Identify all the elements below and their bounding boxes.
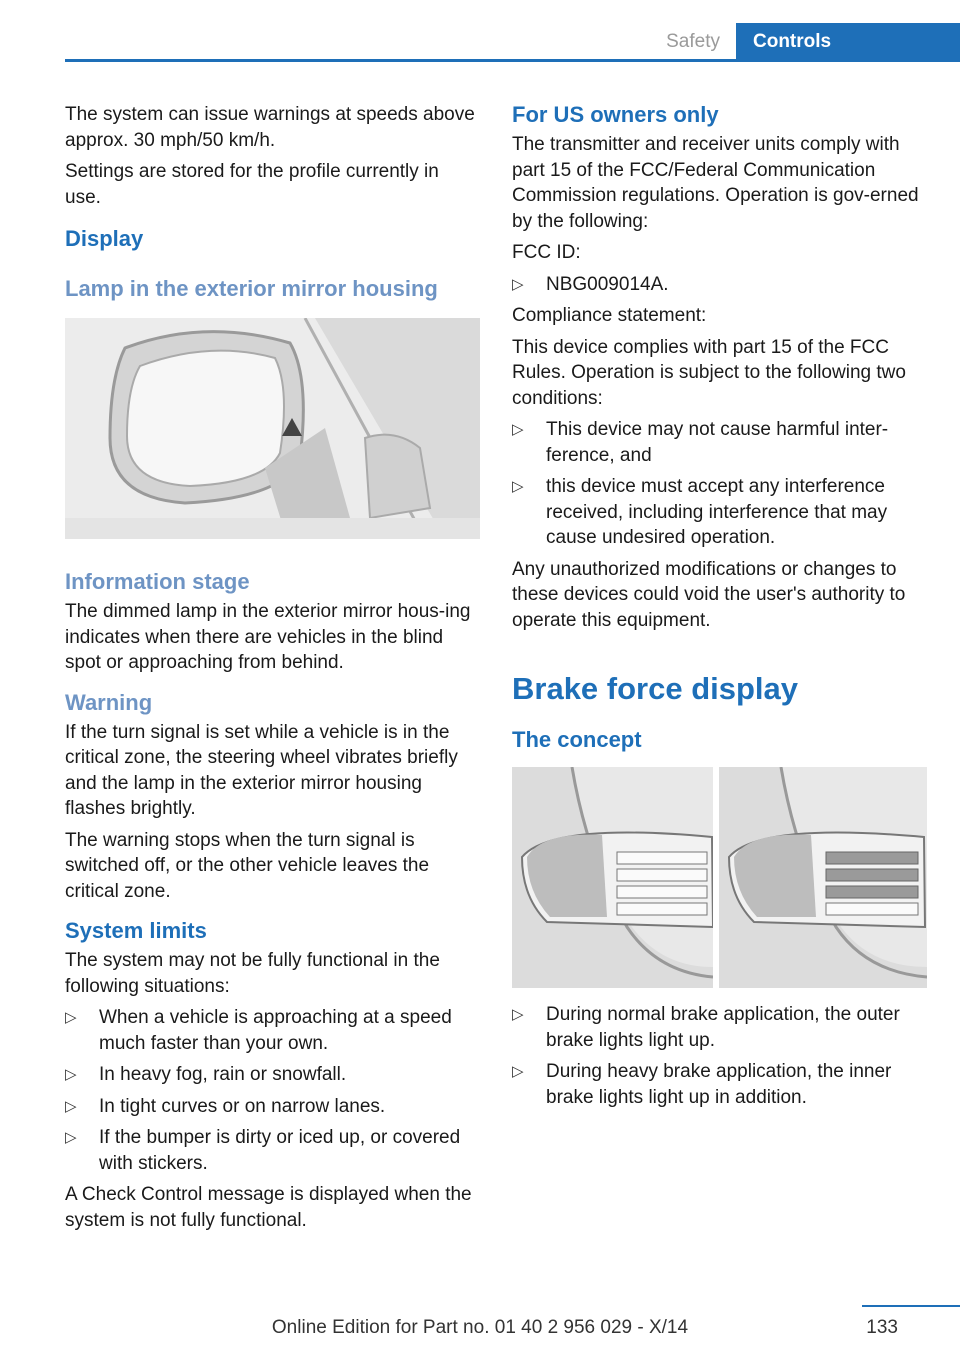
fcc-id-list — [512, 272, 927, 298]
brake-lights-heavy-image — [719, 767, 927, 988]
bullet-icon: ▷ — [65, 1129, 77, 1146]
bullet-icon: ▷ — [512, 1063, 524, 1080]
information-paragraph: The dimmed lamp in the exterior mirror hous‐ing indicates when there are vehicles in the blind spot or approaching from behind. — [65, 601, 471, 673]
warning-paragraph-1: If the turn signal is set while a vehicle is in the critical zone, the steering wheel vibrates briefly and the lamp in the exterior mirror housing flashes brightly. — [65, 721, 458, 819]
heading-the-concept: The concept — [512, 727, 642, 752]
brake-lights-normal-image — [512, 767, 713, 988]
fcc-id-label: FCC ID: — [512, 242, 581, 263]
compliance-paragraph: This device complies with part 15 of the FCC Rules. Operation is subject to the following two conditions: — [512, 336, 906, 409]
fcc-paragraph: The transmitter and receiver units comply with part 15 of the FCC/Federal Communication Commission regulations. Operation is gov‐erned by the following: — [512, 134, 919, 232]
modifications-paragraph: Any unauthorized modifications or changes to these devices could void the user's authority to operate this equipment. — [512, 558, 906, 631]
header-rule — [65, 59, 960, 62]
heading-brake-force-display: Brake force display — [512, 671, 799, 706]
speed-paragraph: The system can issue warnings at speeds above approx. 30 mph/50 km/h. — [65, 104, 475, 151]
tab-safety[interactable]: Safety — [666, 31, 720, 52]
list-item: ▷ NBG009014A. — [512, 272, 927, 298]
heading-us-owners: For US owners only — [512, 102, 719, 127]
list-item: ▷ this device must accept any interference received, including interference that may cause undesired operation. — [512, 476, 888, 548]
bullet-icon: ▷ — [65, 1097, 77, 1115]
right-column — [512, 102, 927, 1116]
list-item: ▷ During heavy brake application, the inner brake lights light up in addition. — [512, 1061, 892, 1108]
footer-rule — [862, 1305, 960, 1307]
heading-system-limits: System limits — [65, 918, 207, 943]
tab-controls[interactable]: Controls — [736, 23, 960, 61]
list-item: ▷ In heavy fog, rain or snowfall. — [65, 1062, 480, 1088]
header-tabs — [640, 23, 960, 61]
brake-list — [512, 1002, 927, 1110]
bullet-icon: ▷ — [512, 275, 524, 293]
list-item: ▷ When a vehicle is approaching at a speed much faster than your own. — [65, 1007, 452, 1054]
list-item: ▷ This device may not cause harmful inter‐ference, and — [512, 419, 889, 466]
bullet-icon: ▷ — [65, 1066, 77, 1083]
bullet-icon: ▷ — [512, 421, 524, 438]
brake-lights-illustration — [512, 767, 927, 988]
check-control-paragraph: A Check Control message is displayed when the system is not fully functional. — [65, 1184, 472, 1231]
footer-edition-text: Online Edition for Part no. 01 40 2 956 029 - X/14 — [271, 1317, 689, 1338]
bullet-icon: ▷ — [512, 478, 524, 495]
mirror-image — [65, 318, 480, 539]
list-item: ▷ If the bumper is dirty or iced up, or covered with stickers. — [65, 1127, 461, 1174]
left-column — [65, 102, 480, 1239]
heading-display: Display — [65, 226, 144, 251]
limits-list — [65, 1005, 480, 1176]
list-item: ▷ In tight curves or on narrow lanes. — [65, 1094, 480, 1120]
bullet-icon: ▷ — [65, 1009, 77, 1026]
heading-warning: Warning — [65, 689, 153, 715]
page-number: 133 — [866, 1317, 898, 1338]
list-item: ▷ During normal brake application, the outer brake lights light up. — [512, 1004, 900, 1051]
mirror-illustration — [65, 318, 480, 539]
heading-information-stage: Information stage — [65, 569, 250, 594]
bullet-icon: ▷ — [512, 1006, 524, 1023]
settings-paragraph: Settings are stored for the profile currently in use. — [65, 161, 439, 208]
compliance-label: Compliance statement: — [512, 305, 707, 326]
warning-paragraph-2: The warning stops when the turn signal is switched off, or the other vehicle leaves the critical zone. — [65, 829, 430, 902]
heading-lamp: Lamp in the exterior mirror housing — [65, 276, 438, 301]
conditions-list — [512, 417, 927, 551]
limits-paragraph: The system may not be fully functional in the following situations: — [65, 950, 440, 997]
